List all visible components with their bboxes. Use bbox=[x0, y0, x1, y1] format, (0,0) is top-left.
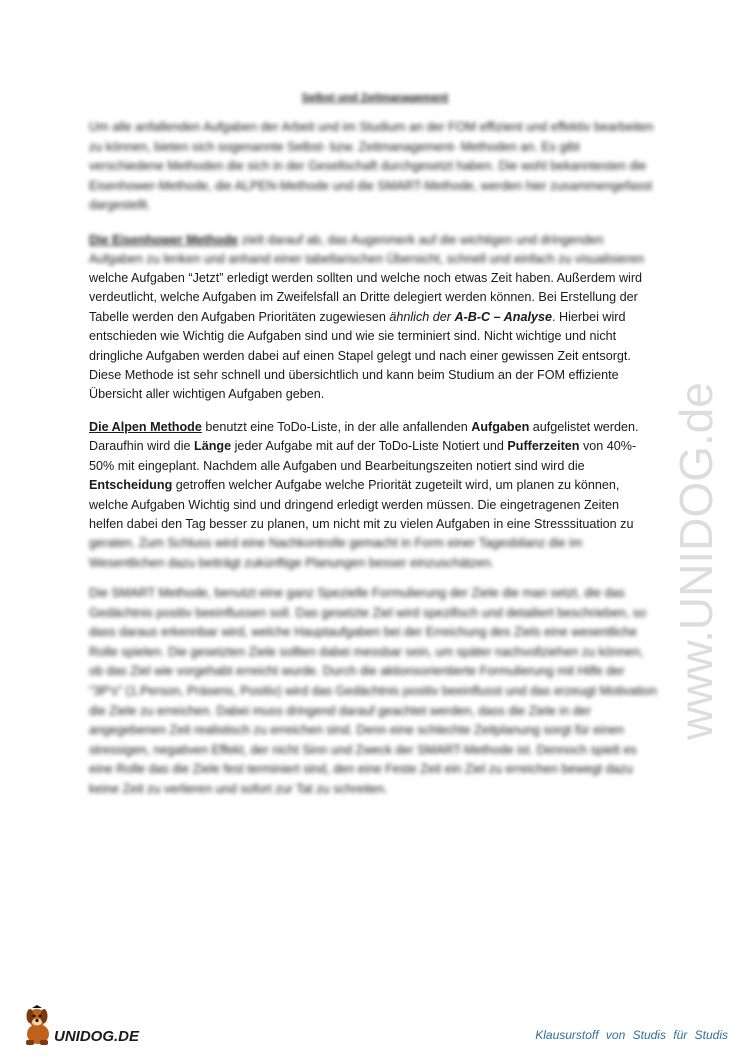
watermark-text: www.UNIDOG.de bbox=[670, 382, 722, 740]
alpen-term-pufferzeiten: Pufferzeiten bbox=[507, 439, 580, 454]
eisenhower-paragraph bbox=[89, 231, 657, 405]
alpen-paragraph bbox=[89, 418, 657, 573]
eisenhower-line-3a: Tabelle werden den Aufgaben Prioritäten zugewiesen bbox=[89, 309, 390, 324]
eisenhower-line-7: Übersicht aller wichtigen Aufgaben geben. bbox=[89, 387, 325, 402]
alpen-heading: Die Alpen Methode bbox=[89, 420, 202, 434]
eisenhower-blurred-text: zielt darauf ab, das Augenmerk auf die wichtigen und dringenden Aufgaben zu lenken und anhand einer tabellarischen Übersicht, schnell und einfach zu visualisieren bbox=[89, 233, 645, 267]
watermark bbox=[668, 275, 728, 745]
unidog-logo bbox=[20, 1004, 160, 1048]
alpen-line-6: helfen dabei den Tag besser zu planen, um nicht mit zu vielen Aufgaben in eine Stresssituation zu bbox=[89, 517, 634, 532]
alpen-line-2c: jeder Aufgabe mit auf der ToDo-Liste Notiert und bbox=[231, 439, 508, 454]
dog-icon bbox=[20, 1004, 160, 1048]
alpen-term-entscheidung: Entscheidung bbox=[89, 478, 173, 493]
alpen-line-1 bbox=[89, 418, 657, 437]
alpen-line-5: welche Aufgaben Wichtig sind und dringend erledigt werden müssen. Die eingetragenen Zeiten bbox=[89, 497, 619, 512]
alpen-line-3: 50% mit eingeplant. Nachdem alle Aufgaben und Bearbeitungszeiten notiert sind wird die bbox=[89, 458, 585, 473]
alpen-line-4 bbox=[89, 476, 657, 495]
watermark-graphic bbox=[668, 275, 728, 745]
document-title: Selbst und Zeitmanagement bbox=[301, 92, 449, 104]
alpen-line-4b: getroffen welcher Aufgabe welche Priorität zugeteilt wird, um planen zu können, bbox=[172, 478, 620, 493]
eisenhower-heading: Die Eisenhower Methode bbox=[89, 233, 239, 247]
alpen-term-laenge: Länge bbox=[194, 439, 232, 454]
eisenhower-line-2: verdeutlicht, welche Aufgaben im Zweifelsfall an Dritte delegiert werden können. Bei Erstellung der bbox=[89, 290, 638, 305]
smart-paragraph: Die SMART Methode, benutzt eine ganz Spezielle Formulierung der Ziele die man setzt, die das Gedächtnis positiv beeinflussen soll. Das gesetzte Ziel wird spezifisch und detailiert beschrieben, so dass daraus erkennbar wird, welche Hauptaufgaben bei der Erreichung des Ziels eine wesentliche Rolle spielen. Die gesetzten Ziele sollten dabei messbar sein, um später nachvollziehen zu können, ob das Ziel wie vorgehabt erreicht wurde. Durch die aktionsorientierte Formulierung mit Hilfe der "3P's" (1.Person, Präsens, Positiv) wird das Gedächtnis positiv beeinflusst und das erzeugt Motivation die Ziele zu erreichen. Dabei muss dringend darauf geachtet werden, dass die Ziele in der angegebenen Zeit realistisch zu erreichen sind. Denn eine schlechte Zeitplanung sorgt für einen stressigen, negativen Effekt, der nicht Sinn und Zweck der SMART-Methode ist. Dennoch spielt es eine Rolle das die Ziele fest terminiert sind, den eine Feste Zeit ein Ziel zu erreichen bewegt dazu keine Zeit zu verlieren und sofort zur Tat zu schreiten. bbox=[89, 586, 657, 796]
eisenhower-line-6: Diese Methode ist sehr schnell und übersichtlich und kann beim Studium an der FOM effiziente bbox=[89, 368, 619, 383]
eisenhower-line-4: entschieden wie Wichtig die Aufgaben sind und wie sie terminiert sind. Nicht wichtige und nicht bbox=[89, 329, 617, 344]
eisenhower-line-3d: . Hierbei wird bbox=[551, 309, 626, 324]
eisenhower-line-5: dringliche Aufgaben werden dabei auf einen Stapel gelegt und nach einer gewissen Zeit entsorgt. bbox=[89, 348, 631, 363]
alpen-line-2e: von 40%- bbox=[579, 439, 637, 454]
intro-paragraph: Um alle anfallenden Aufgaben der Arbeit und im Studium an der FOM effizient und effektiv bearbeiten zu können, bieten sich sogenannte Selbst- bzw. Zeitmanagement- Methoden an. Es gibt verschiedene Methoden die sich in der Gesellschaft durchgesetzt haben. Die wohl bekanntesten die Eisenhower-Methode, die ALPEN-Methode und die SMART-Methode, werden hier zusammengefasst dargestellt. bbox=[89, 120, 654, 213]
alpen-line-1c: aufgelistet werden. bbox=[529, 420, 639, 434]
eisenhower-blurred-intro bbox=[89, 231, 657, 269]
abc-analysis-prefix: ähnlich der bbox=[389, 309, 455, 324]
alpen-line-2 bbox=[89, 437, 657, 456]
logo-text: UNIDOG.DE bbox=[54, 1028, 140, 1045]
alpen-line-1a: benutzt eine ToDo-Liste, in der alle anfallenden bbox=[201, 420, 472, 434]
eisenhower-line-1: welche Aufgaben “Jetzt” erledigt werden sollten und welche noch etwas Zeit haben. Außerdem wird bbox=[89, 271, 643, 285]
eisenhower-line-3 bbox=[89, 308, 657, 327]
alpen-line-2a: Daraufhin wird die bbox=[89, 439, 194, 454]
alpen-term-aufgaben: Aufgaben bbox=[471, 420, 530, 434]
abc-analysis-term: A-B-C – Analyse bbox=[454, 309, 552, 324]
footer-tagline: Klausurstoff von Studis für Studis bbox=[535, 1028, 728, 1042]
alpen-blurred-end: geraten. Zum Schluss wird eine Nachkontrolle gemacht in Form einer Tagesbilanz die im Wesentlichen dazu beiträgt zukünftige Planungen besser einzuschätzen. bbox=[89, 536, 583, 570]
